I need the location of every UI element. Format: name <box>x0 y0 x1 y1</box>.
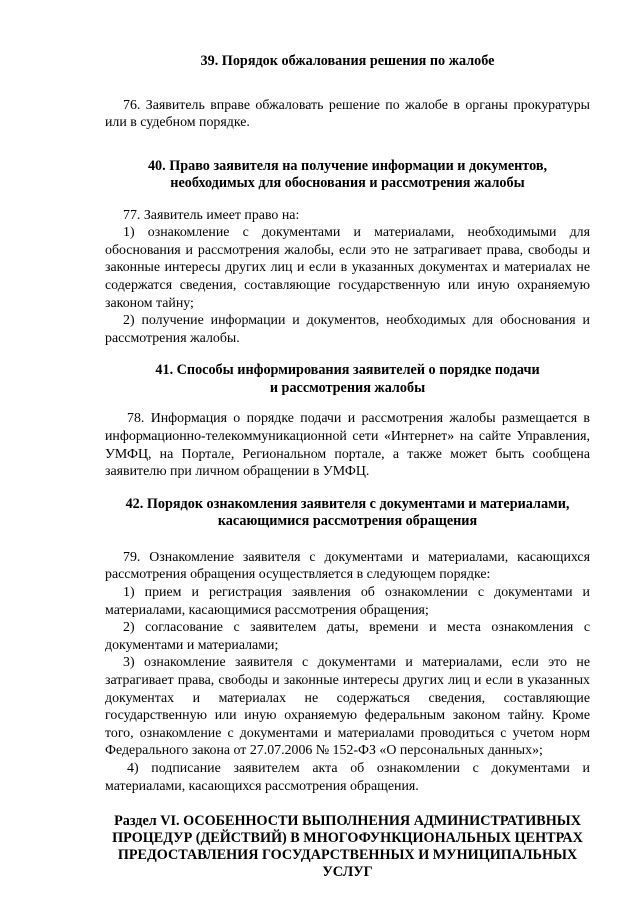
section-42-title <box>105 496 590 531</box>
section-41-body <box>105 410 590 480</box>
section-40-body <box>105 207 590 348</box>
section-42-title-line1: 42. Порядок ознакомления заявителя с документами и материалами, <box>125 495 570 512</box>
paragraph-79-item-1: 1) прием и регистрация заявления об ознакомлении с документами и материалами, касающимися рассмотрения обращения; <box>105 585 590 618</box>
paragraph-79-item-3: 3) ознакомление заявителя с документами и материалами, если это не затрагивает права, свободы и законные интересы других лиц и если в указанных документах и материалах не содержаться сведения, составляющие государственную или иную охраняемую федеральным законом тайну. Кроме того, ознакомление с документами и материалами проводиться с учетом норм Федерального закона от 27.07.2006 № 152-ФЗ «О персональных данных»; <box>105 655 590 759</box>
paragraph-79-item-4: 4) подписание заявителем акта об ознакомлении с документами и материалами, касающихся рассмотрения обращения. <box>105 760 590 794</box>
section-42-title-line2: касающимися рассмотрения обращения <box>217 513 478 530</box>
section-42-body <box>105 549 590 795</box>
paragraph-77-item-2: 2) получение информации и документов, необходимых для обоснования и рассмотрения жалобы. <box>105 313 590 346</box>
paragraph-79: 79. Ознакомление заявителя с документами и материалами, касающихся рассмотрения обращения осуществляется в следующем порядке: <box>105 549 590 583</box>
paragraph-76: 76. Заявитель вправе обжаловать решение по жалобе в органы прокуратуры или в судебном порядке. <box>105 97 590 131</box>
document-body <box>105 53 590 880</box>
section-40-title <box>105 158 590 193</box>
part-6-title <box>105 813 590 880</box>
paragraph-79-item-2: 2) согласование с заявителем даты, времени и места ознакомления с документами и материалами; <box>105 620 590 653</box>
part-6-title-line1: Раздел VI. ОСОБЕННОСТИ ВЫПОЛНЕНИЯ АДМИНИСТРАТИВНЫХ <box>114 813 581 830</box>
section-39-title: 39. Порядок обжалования решения по жалобе <box>200 53 495 69</box>
part-6-title-line4: УСЛУГ <box>322 863 373 880</box>
part-6-title-line3: ПРЕДОСТАВЛЕНИЯ ГОСУДАРСТВЕННЫХ И МУНИЦИПАЛЬНЫХ <box>117 846 578 863</box>
paragraph-77: 77. Заявитель имеет право на: <box>123 207 300 223</box>
part-6-title-line2: ПРОЦЕДУР (ДЕЙСТВИЙ) В МНОГОФУНКЦИОНАЛЬНЫХ ЦЕНТРАХ <box>112 829 583 846</box>
section-40-title-line2: необходимых для обоснования и рассмотрения жалобы <box>170 175 525 192</box>
section-41-title-line2: и рассмотрения жалобы <box>269 379 426 396</box>
section-41-title <box>105 362 590 397</box>
paragraph-77-item-1: 1) ознакомление с документами и материалами, необходимыми для обоснования и рассмотрения жалобы, если это не затрагивает права, свободы и законные интересы других лиц и если в указанных документах и материалах не содержатся сведения, составляющие государственную или иную охраняемую законом тайну; <box>105 225 590 311</box>
section-39-body <box>105 97 590 132</box>
section-41-title-line1: 41. Способы информирования заявителей о порядке подачи <box>155 362 540 379</box>
paragraph-78: 78. Информация о порядке подачи и рассмотрения жалобы размещается в информационно-телекоммуникационной сети «Интернет» на сайте Управления, УМФЦ, на Портале, Региональном портале, а также может быть сообщена заявителю при личном обращении в УМФЦ. <box>105 411 590 480</box>
section-40-title-line1: 40. Право заявителя на получение информации и документов, <box>147 157 548 174</box>
